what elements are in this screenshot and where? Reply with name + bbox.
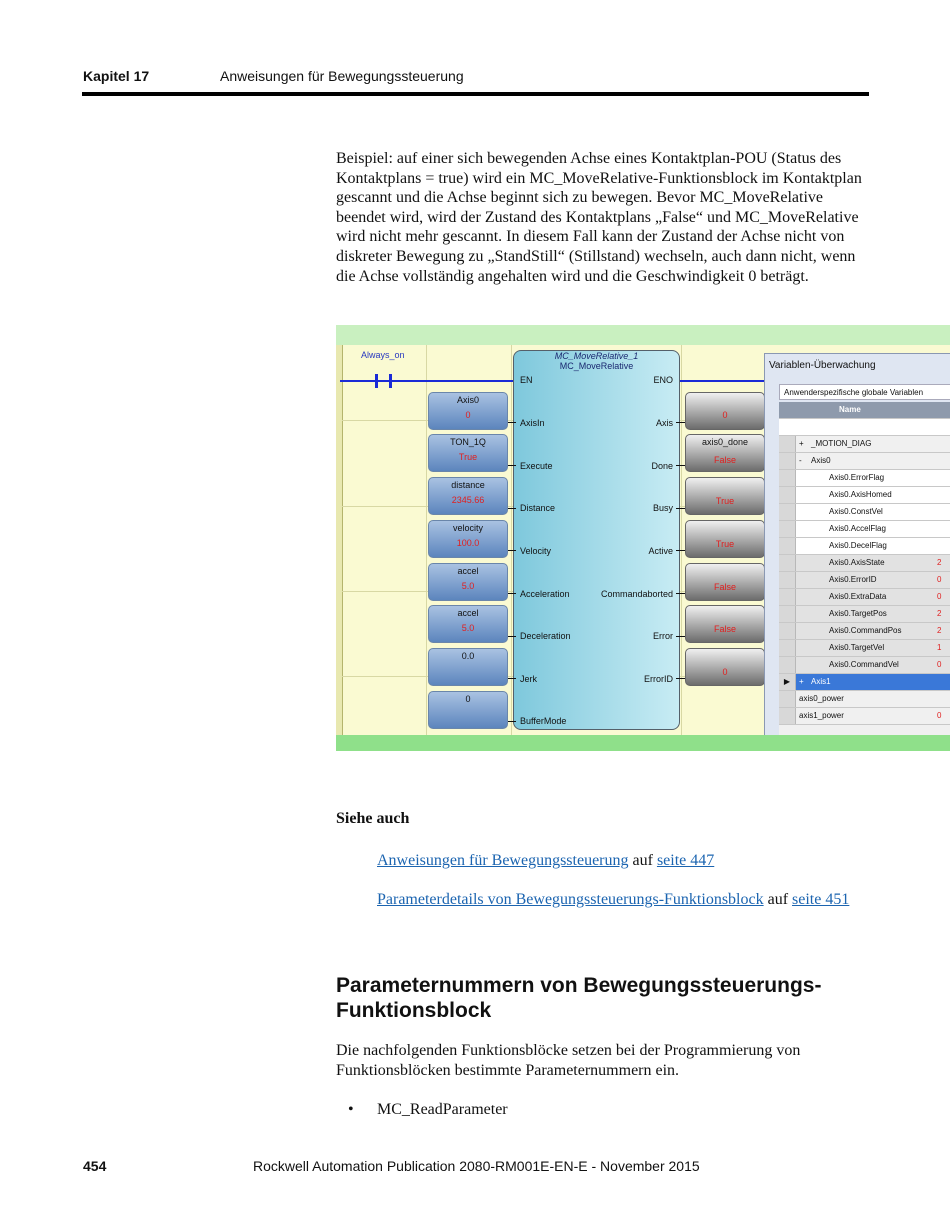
row-name: Axis1: [811, 677, 831, 686]
output-pin: ENO: [653, 375, 673, 385]
row-header: [779, 691, 796, 707]
chapter-label: Kapitel 17: [83, 68, 150, 84]
chapter-title: Anweisungen für Bewegungssteuerung: [220, 68, 464, 84]
output-pin: Active: [648, 546, 673, 556]
row-header: [779, 487, 796, 503]
input-variable-value: 5.0: [461, 581, 475, 591]
input-variable-value: 5.0: [461, 623, 475, 633]
header-rule: [82, 92, 869, 96]
contact-bar-right: [389, 374, 392, 388]
output-variable-value: True: [715, 539, 735, 549]
output-pin: Done: [651, 461, 673, 471]
link-connector: auf: [628, 852, 657, 869]
row-value: 2: [937, 609, 942, 618]
input-pin: EN: [520, 375, 533, 385]
table-row[interactable]: [779, 708, 950, 725]
see-also-link[interactable]: Anweisungen für Bewegungssteuerung: [377, 852, 629, 869]
row-name: Axis0.ErrorFlag: [829, 473, 885, 482]
input-variable-value: 0: [465, 410, 471, 420]
row-name: Axis0.AxisState: [829, 558, 885, 567]
column-header-name: Name: [839, 405, 861, 414]
function-block[interactable]: [513, 350, 680, 730]
input-variable-name: velocity: [452, 523, 483, 533]
watch-window-tab[interactable]: Anwenderspezifische globale Variablen: [779, 384, 950, 400]
output-variable-box[interactable]: [685, 648, 765, 686]
table-row[interactable]: [779, 521, 950, 538]
publication-info: Rockwell Automation Publication 2080-RM001E-EN-E - November 2015: [253, 1158, 700, 1174]
input-variable-name: Axis0: [456, 395, 479, 405]
input-pin: Velocity: [520, 546, 552, 556]
output-variable-value: True: [715, 496, 735, 506]
ladder-screenshot: [336, 325, 950, 751]
input-pin: BufferMode: [520, 716, 567, 726]
output-variable-value: False: [713, 455, 736, 465]
see-also-item: [377, 851, 857, 870]
row-header: [779, 555, 796, 571]
see-also-link[interactable]: Parameterdetails von Bewegungssteuerungs-Funktionsblock: [377, 891, 764, 908]
table-row-selected[interactable]: [779, 674, 950, 691]
row-header: [779, 708, 796, 724]
figure-top-band: [336, 325, 950, 345]
watch-window-title: Variablen-Überwachung: [769, 360, 876, 371]
watch-table: [779, 402, 950, 742]
input-variable-box[interactable]: [428, 477, 508, 515]
table-row[interactable]: [779, 555, 950, 572]
input-variable-name: accel: [457, 566, 479, 576]
table-row[interactable]: [779, 572, 950, 589]
input-variable-box[interactable]: [428, 691, 508, 729]
table-row[interactable]: [779, 623, 950, 640]
power-rail-left: [340, 380, 514, 382]
section-heading: Parameternummern von Bewegungssteuerungs-Funktionsblock: [336, 974, 822, 1022]
bullet-icon: •: [348, 1101, 354, 1118]
row-header: [779, 606, 796, 622]
section-paragraph: Die nachfolgenden Funktionsblöcke setzen bei der Programmierung von Funktionsblöcken bestimmte Parameternummern ein.: [336, 1042, 801, 1079]
input-variable-name: 0: [465, 694, 471, 704]
row-name: Axis0.CommandVel: [829, 660, 899, 669]
row-name: axis1_power: [799, 711, 844, 720]
input-pin: Acceleration: [520, 589, 570, 599]
input-pin: Jerk: [520, 674, 538, 684]
table-row[interactable]: [779, 657, 950, 674]
row-name: Axis0.TargetVel: [829, 643, 885, 652]
contact-bar-left: [375, 374, 378, 388]
row-name: Axis0.AccelFlag: [829, 524, 886, 533]
row-name: Axis0: [811, 456, 831, 465]
see-also-item: [377, 890, 857, 909]
input-pin: Deceleration: [520, 631, 571, 641]
output-variable-box[interactable]: [685, 605, 765, 643]
page-link[interactable]: seite 447: [656, 852, 715, 869]
input-variable-name: distance: [451, 480, 485, 490]
table-row[interactable]: [779, 589, 950, 606]
row-header: [779, 521, 796, 537]
page-link[interactable]: seite 451: [792, 891, 850, 908]
row-pointer-icon: ▶: [779, 674, 796, 690]
input-variable-box[interactable]: [428, 392, 508, 430]
output-pin: Busy: [652, 503, 673, 513]
row-header: [779, 538, 796, 554]
row-header: [779, 572, 796, 588]
output-variable-value: 0: [722, 667, 728, 677]
table-row[interactable]: [779, 504, 950, 521]
output-variable-box[interactable]: [685, 563, 765, 601]
expander-icon[interactable]: -: [799, 456, 802, 465]
intro-paragraph: Beispiel: auf einer sich bewegenden Achse eines Kontaktplan-POU (Status des Kontaktplans = true) wird ein MC_MoveRelative-Funktionsblock im Kontaktplan gescannt und die Achse beginnt sich zu bewegen. Bevor MC_MoveRelative beendet wird, wird der Zustand des Kontaktplans „False“ und MC_MoveRelative wird nicht mehr gescannt. In diesem Fall kann der Zustand der Achse nicht von diskreter Bewegung zu „StandStill“ (Stillstand) wechseln, auch dann nicht, wenn die Achse vollständig angehalten wird und die Geschwindigkeit 0 beträgt.: [336, 150, 862, 285]
row-name: _MOTION_DIAG: [811, 439, 872, 448]
input-pin: Execute: [520, 461, 553, 471]
row-header: [779, 640, 796, 656]
contact-label: Always_on: [361, 350, 405, 360]
row-header: [779, 436, 796, 452]
output-pin: Error: [653, 631, 673, 641]
input-variable-box[interactable]: [428, 563, 508, 601]
expander-icon[interactable]: +: [799, 677, 804, 686]
row-value: 0: [937, 592, 942, 601]
block-instance-name: MC_MoveRelative_1: [554, 351, 639, 361]
row-header: [779, 504, 796, 520]
table-row[interactable]: [779, 453, 950, 470]
block-type-name: MC_MoveRelative: [559, 361, 634, 371]
row-value: 0: [937, 660, 942, 669]
figure-bottom-band: [336, 735, 950, 751]
input-variable-box[interactable]: [428, 434, 508, 472]
table-row[interactable]: [779, 606, 950, 623]
row-header: [779, 657, 796, 673]
input-variable-value: 100.0: [456, 538, 480, 548]
input-variable-name: 0.0: [461, 651, 475, 661]
expander-icon[interactable]: +: [799, 439, 804, 448]
bullet-item: MC_ReadParameter: [377, 1101, 508, 1118]
row-value: 2: [937, 626, 942, 635]
output-pin: Axis: [655, 418, 673, 428]
row-name: Axis0.TargetPos: [829, 609, 887, 618]
table-row[interactable]: [779, 436, 950, 453]
input-variable-name: TON_1Q: [450, 437, 486, 447]
row-header: [779, 453, 796, 469]
row-value: 0: [937, 711, 942, 720]
row-name: Axis0.CommandPos: [829, 626, 902, 635]
input-variable-box[interactable]: [428, 648, 508, 686]
row-name: Axis0.ExtraData: [829, 592, 887, 601]
see-also-heading: Siehe auch: [336, 810, 410, 827]
row-name: Axis0.ErrorID: [829, 575, 877, 584]
input-pin: Distance: [520, 503, 556, 513]
input-variable-box[interactable]: [428, 520, 508, 558]
output-pin: ErrorID: [644, 674, 673, 684]
input-pin: AxisIn: [520, 418, 545, 428]
table-row[interactable]: [779, 691, 950, 708]
table-row[interactable]: [779, 538, 950, 555]
input-variable-name: accel: [457, 608, 479, 618]
output-variable-box[interactable]: [685, 520, 765, 558]
power-rail-right: [679, 380, 769, 382]
row-name: Axis0.AxisHomed: [829, 490, 892, 499]
row-value: 1: [937, 643, 942, 652]
input-variable-value: True: [458, 452, 478, 462]
row-header: [779, 470, 796, 486]
output-variable-value: False: [713, 582, 736, 592]
output-variable-box[interactable]: [685, 434, 765, 472]
variable-watch-window[interactable]: [764, 353, 950, 751]
input-variable-value: 2345.66: [451, 495, 485, 505]
output-variable-value: 0: [722, 410, 728, 420]
input-variable-box[interactable]: [428, 605, 508, 643]
table-row[interactable]: [779, 487, 950, 504]
output-variable-value: False: [713, 624, 736, 634]
table-row[interactable]: [779, 470, 950, 487]
row-header: [779, 589, 796, 605]
row-value: 0: [937, 575, 942, 584]
row-name: Axis0.ConstVel: [829, 507, 883, 516]
row-value: 2: [937, 558, 942, 567]
link-connector: auf: [763, 891, 793, 908]
table-header: [779, 402, 950, 419]
row-name: Axis0.DecelFlag: [829, 541, 887, 550]
output-pin: Commandaborted: [600, 589, 673, 599]
row-name: axis0_power: [799, 694, 844, 703]
page-number: 454: [83, 1158, 107, 1174]
table-row[interactable]: [779, 640, 950, 657]
output-variable-name: axis0_done: [701, 437, 749, 447]
table-filter-row[interactable]: [779, 419, 950, 436]
output-variable-box[interactable]: [685, 477, 765, 515]
output-variable-box[interactable]: [685, 392, 765, 430]
row-header: [779, 623, 796, 639]
